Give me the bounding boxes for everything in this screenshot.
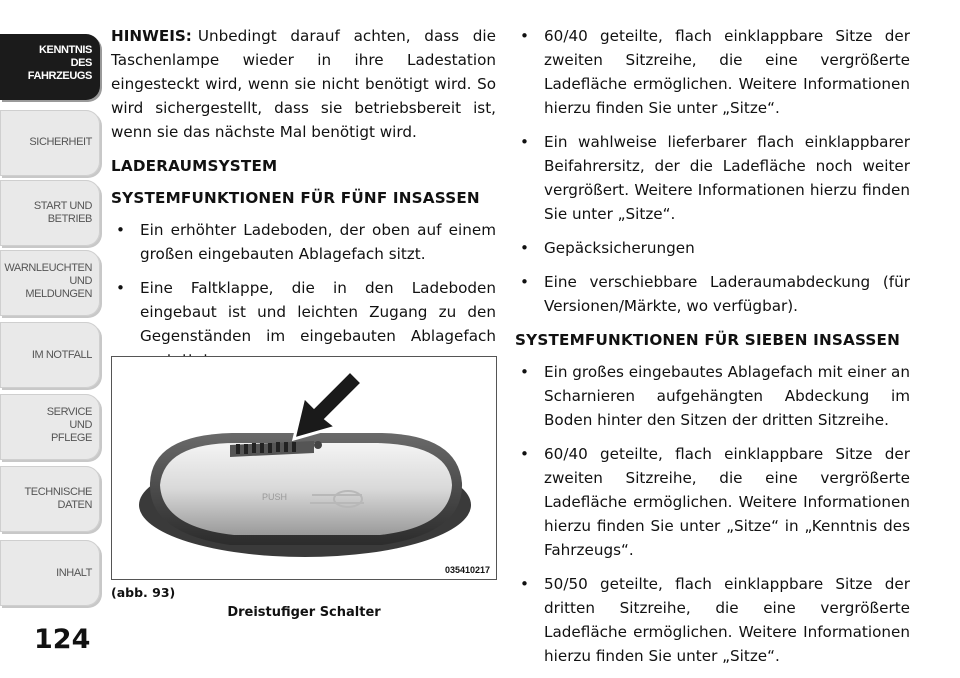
section-heading-fuenf-insassen: SYSTEMFUNKTIONEN FÜR FÜNF INSASSEN — [111, 189, 480, 207]
arrow-pointer-icon — [294, 371, 362, 439]
list-item: • Eine Faltklappe, die in den Ladeboden eingebaut ist und leichten Zugang zu den Gegenständen im eingebauten Ablagefach — [111, 276, 496, 372]
figure-reference: (abb. 93) — [111, 585, 176, 600]
list-item: • 60/40 geteilte, flach einklappbare Sitze der zweiten Sitzreihe, die eine vergrößerte Ladefläche ermöglichen. Weitere Informationen hierzu finden Sie unter „Sitze“. — [515, 24, 910, 120]
section-heading-sieben-insassen: SYSTEMFUNKTIONEN FÜR SIEBEN INSASSEN — [515, 331, 901, 349]
list-item: • Ein wahlweise lieferbarer flach einklappbarer Beifahrersitz, der die Ladefläche noch weiter vergrößert. Weitere Informationen hierzu finden Sie unter „Sitze“. — [515, 130, 910, 226]
note-text: Unbedingt darauf achten, dass die Taschenlampe wieder in ihre Ladestation eingesteckt wird, wenn sie nicht benötigt wird. So wird sichergestellt, dass sie betriebsbereit ist, wenn sie das nächste Mal benötigt wird. — [111, 27, 496, 141]
list-item: • Ein großes eingebautes Ablagefach mit einer an Scharnieren aufgehängten Abdeckung im Boden hinter den Sitzen der dritten Sitzreihe. — [515, 360, 910, 432]
tab-technische-daten[interactable]: TECHNISCHE DATEN — [0, 466, 100, 532]
tab-warnleuchten-und-meldungen[interactable]: WARNLEUCHTEN UND MELDUNGEN — [0, 250, 100, 316]
figure-caption: Dreistufiger Schalter — [227, 605, 381, 620]
feature-list-general — [515, 24, 910, 318]
list-item: • Eine verschiebbare Laderaumabdeckung (für Versionen/Märkte, wo verfügbar). — [515, 270, 910, 318]
feature-list-seven — [515, 360, 910, 668]
list-item: • Ein erhöhter Ladeboden, der oben auf einem großen eingebauten Ablagefach sitzt. — [111, 218, 496, 266]
figure-code: 035410217 — [444, 565, 490, 575]
list-item: • Gepäcksicherungen — [515, 236, 910, 260]
tab-kenntnis-des-fahrzeugs[interactable]: KENNTNIS DES FAHRZEUGS — [0, 34, 100, 100]
switch-button — [314, 441, 322, 449]
tab-start-und-betrieb[interactable]: START UND BETRIEB — [0, 180, 100, 246]
list-item: • 60/40 geteilte, flach einklappbare Sitze der zweiten Sitzreihe, die eine vergrößerte Ladefläche ermöglichen. Weitere Informationen hierzu finden Sie unter „Sitze“ in „Kenntnis des Fahrzeugs“. — [515, 442, 910, 562]
tab-service-und-pflege[interactable]: SERVICE UND PFLEGE — [0, 394, 100, 460]
three-stage-switch-illustration — [112, 357, 497, 580]
tab-sicherheit[interactable]: SICHERHEIT — [0, 110, 100, 176]
tab-im-notfall[interactable]: IM NOTFALL — [0, 322, 100, 388]
left-column — [111, 24, 496, 382]
figure-switch-image — [111, 356, 497, 580]
feature-list-five — [111, 218, 496, 372]
section-heading-laderaumsystem: LADERAUMSYSTEM — [111, 157, 278, 175]
note-paragraph — [111, 24, 496, 144]
right-column — [515, 24, 910, 678]
list-item: • 50/50 geteilte, flach einklappbare Sitze der dritten Sitzreihe, die eine vergrößerte Ladefläche ermöglichen. Weitere Informationen hierzu finden Sie unter „Sitze“. — [515, 572, 910, 668]
note-label: HINWEIS: — [111, 27, 192, 45]
tab-inhalt[interactable]: INHALT — [0, 540, 100, 606]
page-number: 124 — [34, 624, 91, 655]
push-label: PUSH — [262, 492, 288, 502]
chapter-sidebar — [0, 0, 104, 678]
